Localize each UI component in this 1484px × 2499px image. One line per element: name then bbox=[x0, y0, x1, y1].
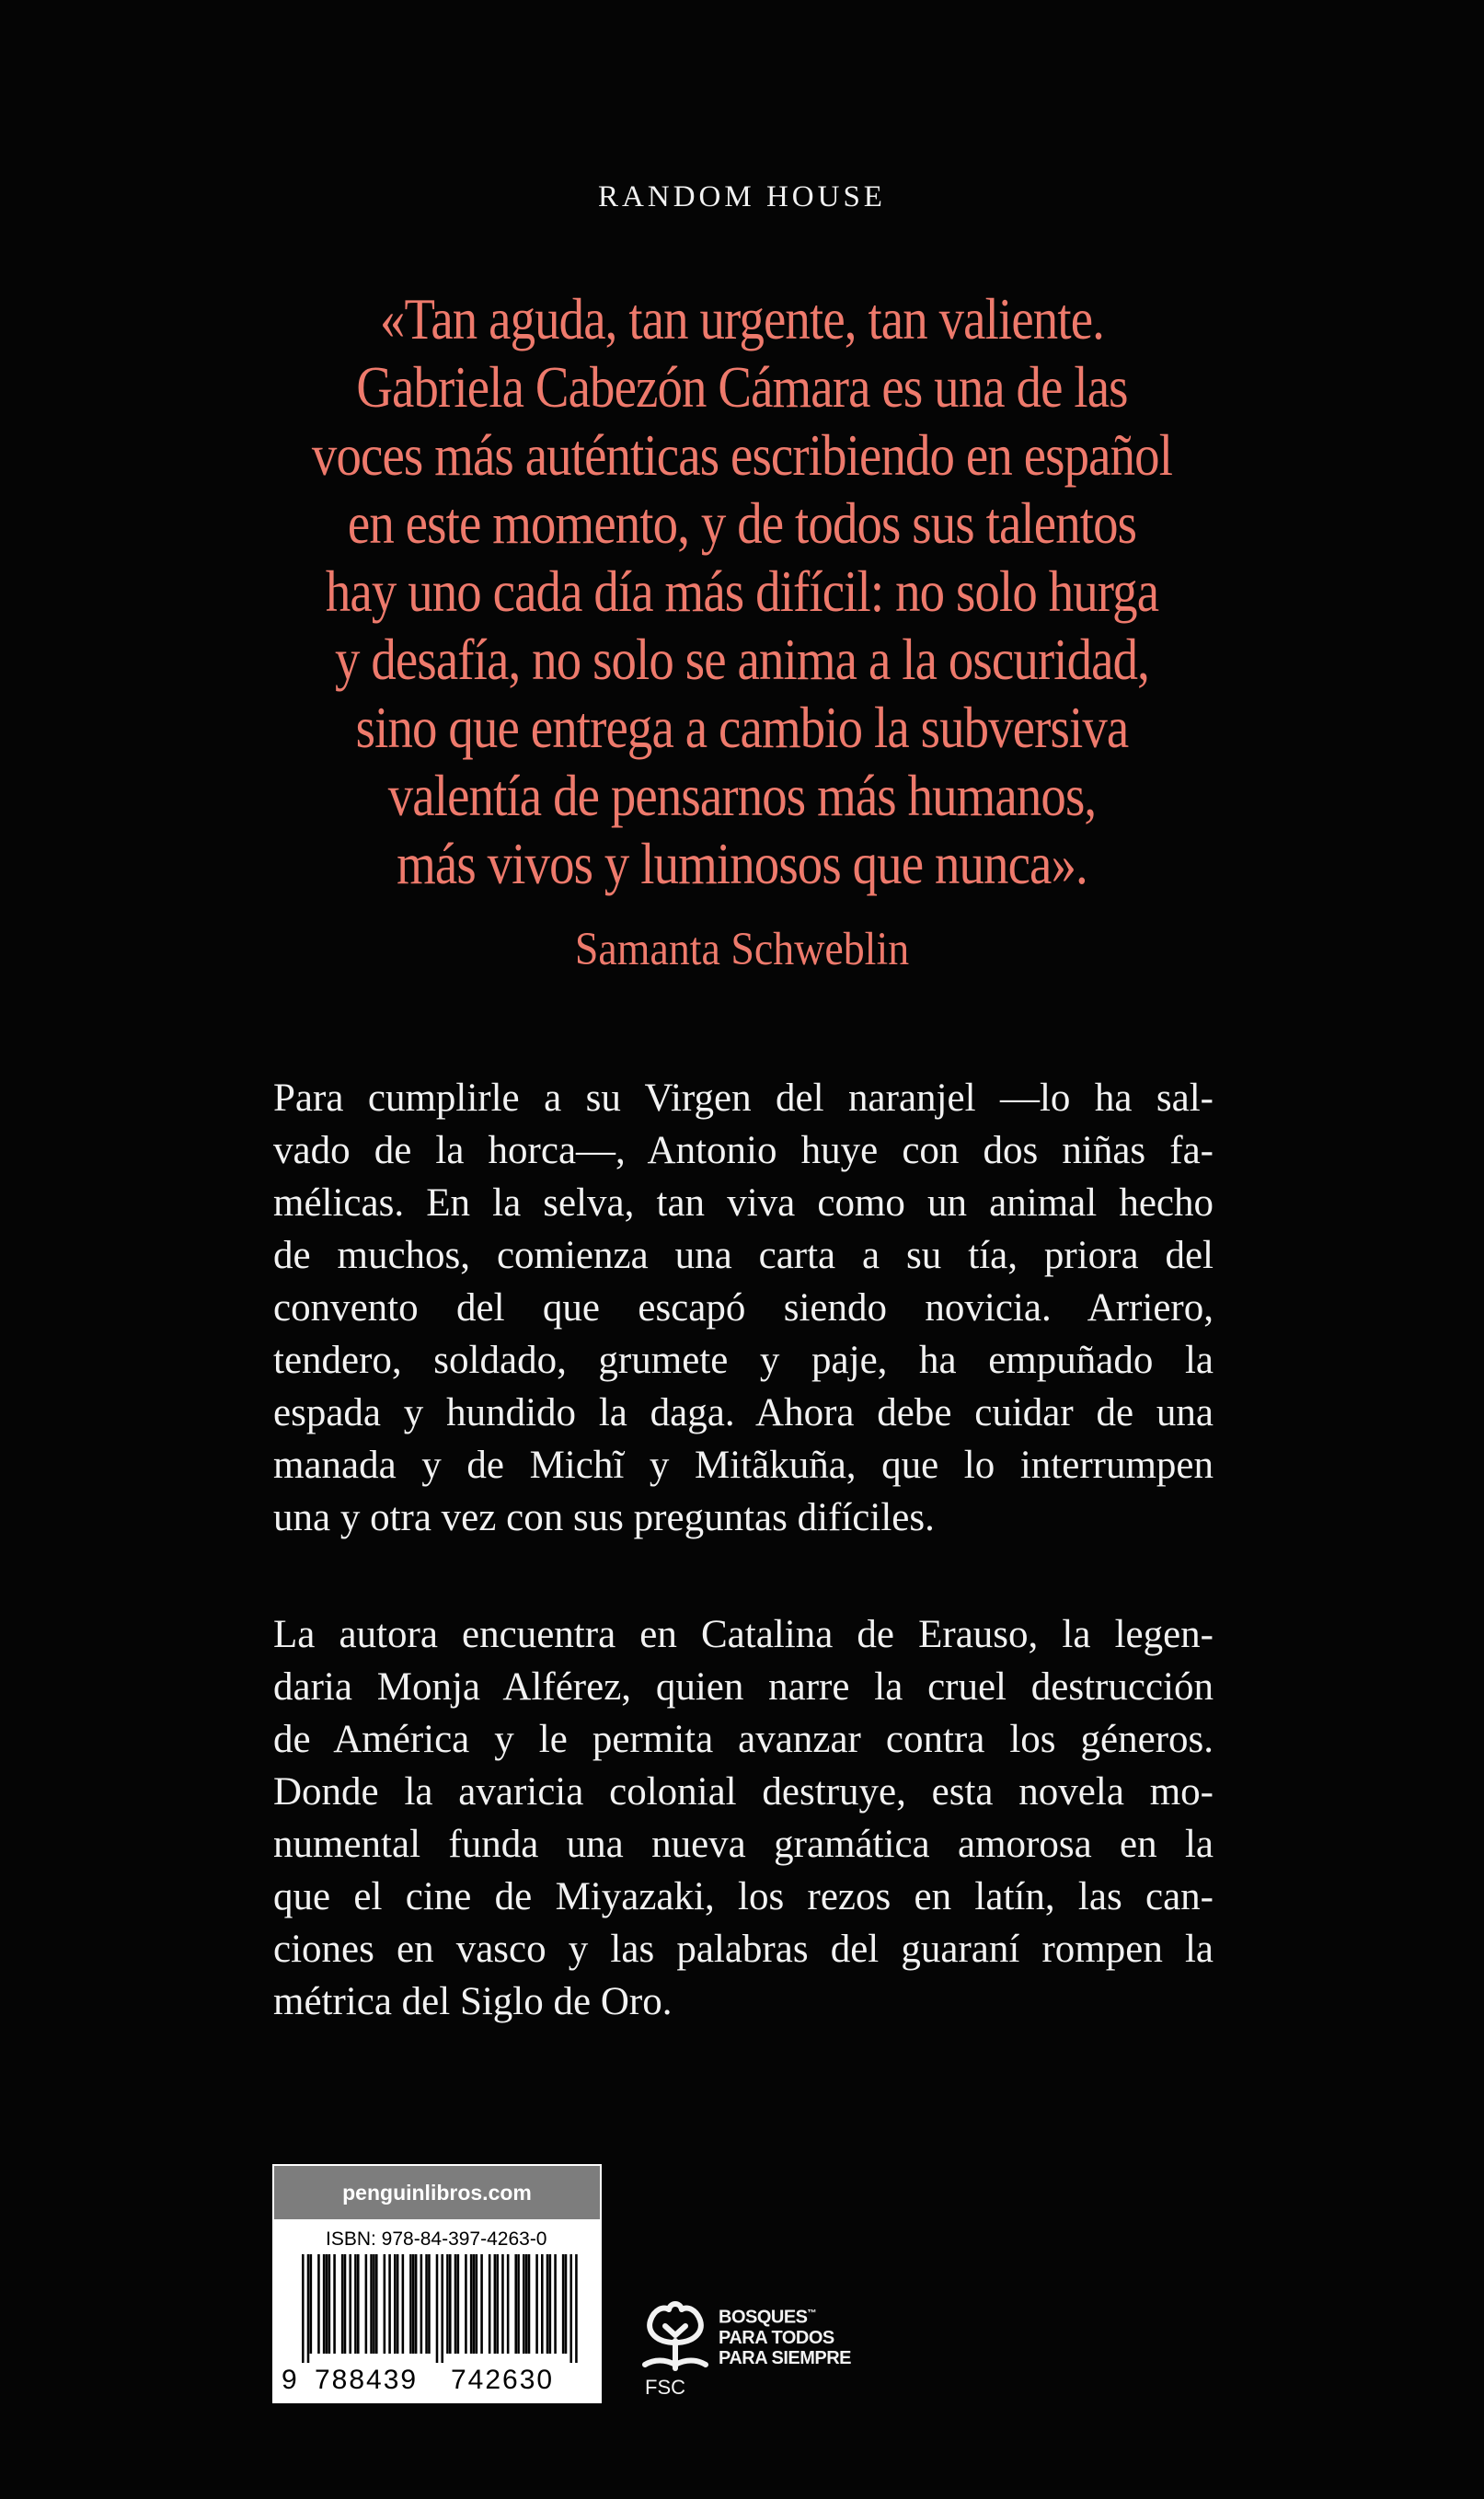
synopsis-line: una y otra vez con sus preguntas difíciles. bbox=[273, 1496, 935, 1539]
trademark-symbol: ™ bbox=[807, 2309, 817, 2319]
synopsis-line: tendero, soldado, grumete y paje, ha empuñado la bbox=[273, 1339, 1214, 1382]
barcode-bar bbox=[476, 2254, 478, 2354]
barcode-bar bbox=[333, 2254, 336, 2354]
barcode-bar bbox=[441, 2254, 443, 2363]
barcode-bar bbox=[465, 2254, 467, 2354]
blurb-line: más vivos y luminosos que nunca». bbox=[397, 832, 1087, 896]
synopsis-line: espada y hundido la daga. Ahora debe cuidar de una bbox=[273, 1391, 1214, 1434]
synopsis-line: convento del que escapó siendo novicia. Arriero, bbox=[273, 1286, 1214, 1330]
barcode-bar bbox=[402, 2254, 405, 2354]
synopsis-paragraph-2 bbox=[273, 1608, 1214, 2028]
barcode-bar bbox=[394, 2254, 397, 2354]
barcode-bar bbox=[375, 2254, 378, 2354]
barcode-bar bbox=[323, 2254, 326, 2354]
blurb-author: Samanta Schweblin bbox=[574, 924, 910, 975]
synopsis-line: de América y le permita avanzar contra los géneros. bbox=[273, 1718, 1214, 1761]
barcode-bar bbox=[489, 2254, 491, 2354]
barcode-bar bbox=[501, 2254, 504, 2354]
fsc-slogan-line: PARA TODOS bbox=[719, 2327, 834, 2348]
blurb-line: valentía de pensarnos más humanos, bbox=[387, 764, 1097, 828]
synopsis-line: mélicas. En la selva, tan viva como un animal hecho bbox=[273, 1181, 1214, 1225]
fsc-tree-icon bbox=[638, 2295, 713, 2376]
barcode-digit-group-1: 788439 bbox=[315, 2365, 419, 2395]
barcode-bar bbox=[384, 2254, 386, 2354]
fsc-label: FSC bbox=[645, 2376, 685, 2399]
barcode-bar bbox=[565, 2254, 568, 2354]
barcode-bar bbox=[397, 2254, 399, 2354]
barcode-bar bbox=[354, 2254, 357, 2354]
synopsis-line: vado de la horca—, Antonio huye con dos niñas fa- bbox=[273, 1129, 1214, 1172]
synopsis-line: Donde la avaricia colonial destruye, esta novela mo- bbox=[273, 1770, 1214, 1814]
barcode-bar bbox=[575, 2254, 578, 2363]
publisher-name: RANDOM HOUSE bbox=[598, 180, 886, 213]
barcode-icon bbox=[302, 2254, 578, 2363]
barcode-bar bbox=[302, 2254, 305, 2363]
barcode-bar bbox=[446, 2254, 449, 2354]
blurb-line: «Tan aguda, tan urgente, tan valiente. bbox=[380, 287, 1104, 351]
synopsis-line: La autora encuentra en Catalina de Erauso, la legen- bbox=[273, 1613, 1214, 1656]
barcode-bar bbox=[470, 2254, 473, 2354]
barcode-bar bbox=[341, 2254, 344, 2354]
barcode-bar bbox=[412, 2254, 415, 2354]
barcode-bar bbox=[449, 2254, 452, 2354]
synopsis-line: numental funda una nueva gramática amorosa en la bbox=[273, 1823, 1214, 1866]
barcode-bar bbox=[569, 2254, 572, 2363]
barcode-bar bbox=[365, 2254, 368, 2354]
barcode-bar bbox=[523, 2254, 525, 2354]
synopsis-line: métrica del Siglo de Oro. bbox=[273, 1980, 673, 2023]
fsc-certification bbox=[638, 2295, 914, 2405]
barcode-bar bbox=[344, 2254, 347, 2354]
barcode-bar bbox=[549, 2254, 552, 2354]
barcode-bar bbox=[525, 2254, 528, 2354]
synopsis-line: Para cumplirle a su Virgen del naranjel —lo ha sal- bbox=[273, 1077, 1214, 1120]
barcode-bar bbox=[517, 2254, 520, 2354]
synopsis-line: daria Monja Alférez, quien narre la cruel destrucción bbox=[273, 1665, 1214, 1709]
barcode-bar bbox=[473, 2254, 476, 2354]
barcode-bar bbox=[528, 2254, 531, 2354]
barcode-bar bbox=[425, 2254, 428, 2354]
barcode-bar bbox=[541, 2254, 544, 2354]
barcode-bar bbox=[328, 2254, 331, 2354]
barcode-bar bbox=[454, 2254, 457, 2354]
barcode-bar bbox=[428, 2254, 431, 2354]
blurb-line: hay uno cada día más difícil: no solo hurga bbox=[325, 559, 1159, 624]
synopsis-line: de muchos, comienza una carta a su tía, priora del bbox=[273, 1234, 1214, 1277]
synopsis-line: ciones en vasco y las palabras del guaraní rompen la bbox=[273, 1928, 1214, 1971]
barcode-bar bbox=[562, 2254, 565, 2354]
blurb-quote bbox=[240, 285, 1243, 898]
barcode-bar bbox=[326, 2254, 328, 2354]
barcode-bar bbox=[507, 2254, 510, 2354]
barcode-bar bbox=[494, 2254, 497, 2354]
barcode-digit-prefix: 9 bbox=[282, 2365, 299, 2395]
barcode-bar bbox=[420, 2254, 423, 2354]
barcode-label bbox=[272, 2164, 602, 2403]
fsc-slogan bbox=[719, 2304, 851, 2368]
fsc-slogan-line: BOSQUES bbox=[719, 2307, 808, 2328]
barcode-bar bbox=[457, 2254, 460, 2354]
barcode-bar bbox=[370, 2254, 373, 2354]
blurb-line: en este momento, y de todos sus talentos bbox=[347, 491, 1137, 556]
isbn-number: ISBN: 978-84-397-4263-0 bbox=[326, 2228, 547, 2250]
barcode-bar bbox=[349, 2254, 351, 2354]
barcode-bar bbox=[514, 2254, 517, 2354]
barcode-bar bbox=[307, 2254, 310, 2363]
barcode-bar bbox=[317, 2254, 320, 2354]
barcode-bar bbox=[415, 2254, 418, 2354]
barcode-bar bbox=[554, 2254, 557, 2354]
fsc-slogan-line: PARA SIEMPRE bbox=[719, 2347, 852, 2368]
publisher-website: penguinlibros.com bbox=[274, 2166, 600, 2219]
barcode-bar bbox=[496, 2254, 499, 2354]
barcode-bar bbox=[388, 2254, 391, 2354]
barcode-bar bbox=[535, 2254, 538, 2354]
synopsis-line: manada y de Michĩ y Mitãkuña, que lo interrumpen bbox=[273, 1444, 1214, 1487]
blurb-line: voces más auténticas escribiendo en español bbox=[311, 423, 1173, 488]
synopsis-paragraph-1 bbox=[273, 1072, 1214, 1544]
barcode-bar bbox=[373, 2254, 375, 2354]
blurb-line: y desafía, no solo se anima a la oscuridad, bbox=[335, 628, 1149, 692]
blurb-line: Gabriela Cabezón Cámara es una de las bbox=[356, 355, 1128, 420]
blurb-line: sino que entrega a cambio la subversiva bbox=[355, 696, 1129, 760]
barcode-bar bbox=[436, 2254, 439, 2363]
barcode-digit-group-2: 742630 bbox=[451, 2365, 555, 2395]
barcode-bar bbox=[310, 2254, 313, 2354]
synopsis-line: que el cine de Miyazaki, los rezos en latín, las can- bbox=[273, 1875, 1214, 1918]
barcode-bar bbox=[480, 2254, 483, 2354]
barcode-bar bbox=[409, 2254, 412, 2354]
barcode-bar bbox=[357, 2254, 360, 2354]
barcode-bar bbox=[546, 2254, 549, 2354]
